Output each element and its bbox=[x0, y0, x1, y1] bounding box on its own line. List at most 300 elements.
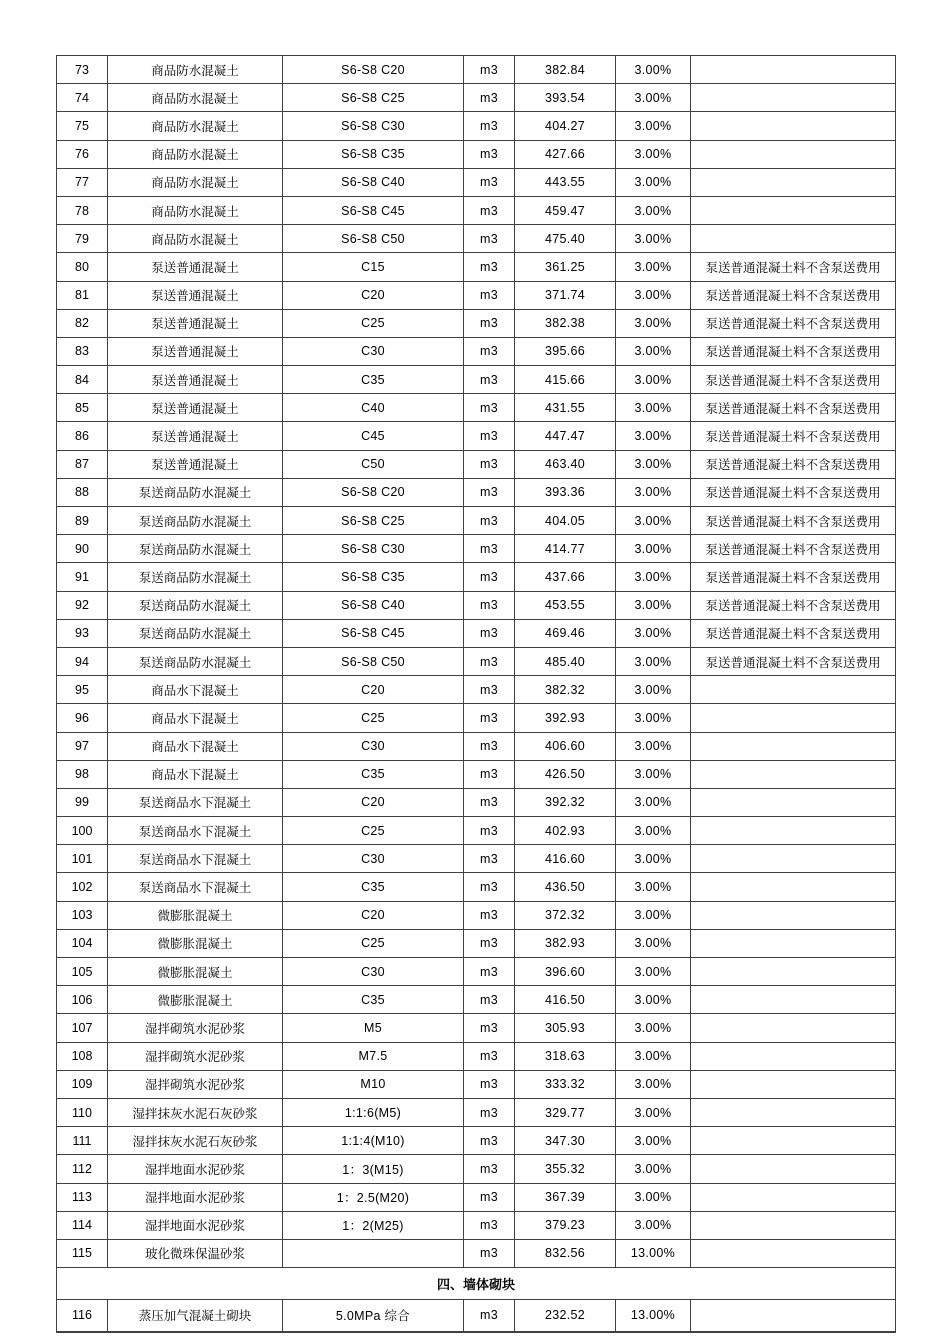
table-row bbox=[57, 704, 896, 732]
cell-spec: 5.0MPa 综合 bbox=[283, 1300, 464, 1332]
cell-name: 商品防水混凝土 bbox=[108, 56, 283, 84]
cell-name: 泵送普通混凝土 bbox=[108, 422, 283, 450]
cell-name: 泵送商品防水混凝土 bbox=[108, 507, 283, 535]
table-row bbox=[57, 1155, 896, 1183]
cell-tax: 3.00% bbox=[616, 309, 691, 337]
cell-note: 泵送普通混凝土料不含泵送费用 bbox=[691, 337, 896, 365]
cell-name: 商品水下混凝土 bbox=[108, 676, 283, 704]
table-row bbox=[57, 563, 896, 591]
cell-tax: 3.00% bbox=[616, 817, 691, 845]
table-row bbox=[57, 366, 896, 394]
cell-no: 111 bbox=[57, 1127, 108, 1155]
cell-tax: 3.00% bbox=[616, 450, 691, 478]
cell-name: 泵送普通混凝土 bbox=[108, 337, 283, 365]
cell-spec: C35 bbox=[283, 760, 464, 788]
cell-unit: m3 bbox=[464, 986, 515, 1014]
cell-spec: C35 bbox=[283, 873, 464, 901]
cell-spec: C30 bbox=[283, 958, 464, 986]
cell-tax: 3.00% bbox=[616, 591, 691, 619]
cell-tax: 3.00% bbox=[616, 225, 691, 253]
cell-price: 406.60 bbox=[515, 732, 616, 760]
cell-note bbox=[691, 140, 896, 168]
cell-no: 101 bbox=[57, 845, 108, 873]
cell-price: 447.47 bbox=[515, 422, 616, 450]
table-row bbox=[57, 788, 896, 816]
table-row bbox=[57, 1098, 896, 1126]
cell-spec: C25 bbox=[283, 817, 464, 845]
cell-unit: m3 bbox=[464, 140, 515, 168]
cell-tax: 3.00% bbox=[616, 1127, 691, 1155]
table-row bbox=[57, 817, 896, 845]
cell-tax: 3.00% bbox=[616, 958, 691, 986]
cell-tax: 3.00% bbox=[616, 788, 691, 816]
cell-name: 泵送商品防水混凝土 bbox=[108, 591, 283, 619]
cell-spec: C25 bbox=[283, 929, 464, 957]
cell-unit: m3 bbox=[464, 253, 515, 281]
cell-note bbox=[691, 56, 896, 84]
cell-name: 商品防水混凝土 bbox=[108, 140, 283, 168]
cell-no: 96 bbox=[57, 704, 108, 732]
cell-note: 泵送普通混凝土料不含泵送费用 bbox=[691, 422, 896, 450]
cell-spec: S6-S8 C45 bbox=[283, 196, 464, 224]
cell-tax: 3.00% bbox=[616, 56, 691, 84]
cell-unit: m3 bbox=[464, 676, 515, 704]
cell-spec: S6-S8 C35 bbox=[283, 563, 464, 591]
table-row bbox=[57, 676, 896, 704]
cell-no: 84 bbox=[57, 366, 108, 394]
table-row bbox=[57, 225, 896, 253]
cell-price: 414.77 bbox=[515, 535, 616, 563]
cell-name: 商品水下混凝土 bbox=[108, 732, 283, 760]
cell-spec: S6-S8 C50 bbox=[283, 647, 464, 675]
cell-price: 393.36 bbox=[515, 478, 616, 506]
cell-tax: 3.00% bbox=[616, 901, 691, 929]
cell-unit: m3 bbox=[464, 1183, 515, 1211]
cell-unit: m3 bbox=[464, 901, 515, 929]
table-row bbox=[57, 901, 896, 929]
cell-no: 103 bbox=[57, 901, 108, 929]
cell-no: 114 bbox=[57, 1211, 108, 1239]
cell-name: 微膨胀混凝土 bbox=[108, 901, 283, 929]
cell-price: 443.55 bbox=[515, 168, 616, 196]
cell-spec: S6-S8 C30 bbox=[283, 535, 464, 563]
cell-unit: m3 bbox=[464, 225, 515, 253]
cell-no: 91 bbox=[57, 563, 108, 591]
cell-note: 泵送普通混凝土料不含泵送费用 bbox=[691, 394, 896, 422]
cell-no: 93 bbox=[57, 619, 108, 647]
cell-unit: m3 bbox=[464, 1042, 515, 1070]
table-row bbox=[57, 1239, 896, 1267]
cell-tax: 3.00% bbox=[616, 929, 691, 957]
price-table-body bbox=[57, 56, 896, 1332]
cell-tax: 3.00% bbox=[616, 704, 691, 732]
cell-tax: 3.00% bbox=[616, 647, 691, 675]
cell-tax: 3.00% bbox=[616, 535, 691, 563]
cell-no: 110 bbox=[57, 1098, 108, 1126]
table-row bbox=[57, 1211, 896, 1239]
cell-unit: m3 bbox=[464, 647, 515, 675]
cell-price: 232.52 bbox=[515, 1300, 616, 1332]
cell-price: 402.93 bbox=[515, 817, 616, 845]
cell-name: 泵送商品防水混凝土 bbox=[108, 619, 283, 647]
cell-name: 微膨胀混凝土 bbox=[108, 958, 283, 986]
cell-spec: S6-S8 C35 bbox=[283, 140, 464, 168]
cell-name: 泵送商品防水混凝土 bbox=[108, 563, 283, 591]
cell-price: 372.32 bbox=[515, 901, 616, 929]
table-row bbox=[57, 56, 896, 84]
cell-spec: S6-S8 C25 bbox=[283, 84, 464, 112]
cell-name: 微膨胀混凝土 bbox=[108, 986, 283, 1014]
cell-no: 85 bbox=[57, 394, 108, 422]
cell-no: 92 bbox=[57, 591, 108, 619]
cell-note bbox=[691, 1014, 896, 1042]
cell-spec: C20 bbox=[283, 788, 464, 816]
cell-spec: S6-S8 C40 bbox=[283, 591, 464, 619]
table-row bbox=[57, 1014, 896, 1042]
cell-note bbox=[691, 760, 896, 788]
cell-spec: M5 bbox=[283, 1014, 464, 1042]
cell-note bbox=[691, 986, 896, 1014]
table-row bbox=[57, 84, 896, 112]
table-row bbox=[57, 450, 896, 478]
cell-price: 393.54 bbox=[515, 84, 616, 112]
cell-price: 395.66 bbox=[515, 337, 616, 365]
cell-note bbox=[691, 929, 896, 957]
cell-note bbox=[691, 676, 896, 704]
cell-note: 泵送普通混凝土料不含泵送费用 bbox=[691, 647, 896, 675]
cell-unit: m3 bbox=[464, 591, 515, 619]
cell-spec: C25 bbox=[283, 309, 464, 337]
cell-spec: C15 bbox=[283, 253, 464, 281]
cell-price: 436.50 bbox=[515, 873, 616, 901]
table-row bbox=[57, 647, 896, 675]
cell-price: 382.84 bbox=[515, 56, 616, 84]
cell-note bbox=[691, 196, 896, 224]
cell-price: 329.77 bbox=[515, 1098, 616, 1126]
cell-note: 泵送普通混凝土料不含泵送费用 bbox=[691, 253, 896, 281]
cell-no: 76 bbox=[57, 140, 108, 168]
cell-note bbox=[691, 1070, 896, 1098]
table-row bbox=[57, 760, 896, 788]
cell-tax: 3.00% bbox=[616, 168, 691, 196]
cell-no: 82 bbox=[57, 309, 108, 337]
cell-name: 湿拌砌筑水泥砂浆 bbox=[108, 1042, 283, 1070]
cell-no: 102 bbox=[57, 873, 108, 901]
cell-name: 泵送普通混凝土 bbox=[108, 450, 283, 478]
cell-unit: m3 bbox=[464, 309, 515, 337]
cell-name: 泵送商品水下混凝土 bbox=[108, 788, 283, 816]
price-table bbox=[56, 55, 896, 1333]
table-row bbox=[57, 422, 896, 450]
cell-no: 81 bbox=[57, 281, 108, 309]
cell-spec: C45 bbox=[283, 422, 464, 450]
cell-name: 湿拌砌筑水泥砂浆 bbox=[108, 1070, 283, 1098]
cell-tax: 13.00% bbox=[616, 1239, 691, 1267]
cell-spec: C20 bbox=[283, 676, 464, 704]
cell-note: 泵送普通混凝土料不含泵送费用 bbox=[691, 366, 896, 394]
table-row bbox=[57, 986, 896, 1014]
cell-no: 79 bbox=[57, 225, 108, 253]
table-row bbox=[57, 591, 896, 619]
cell-note: 泵送普通混凝土料不含泵送费用 bbox=[691, 309, 896, 337]
cell-price: 382.93 bbox=[515, 929, 616, 957]
cell-no: 88 bbox=[57, 478, 108, 506]
cell-name: 泵送商品水下混凝土 bbox=[108, 845, 283, 873]
cell-name: 泵送商品水下混凝土 bbox=[108, 873, 283, 901]
cell-price: 459.47 bbox=[515, 196, 616, 224]
table-row bbox=[57, 140, 896, 168]
cell-name: 泵送普通混凝土 bbox=[108, 366, 283, 394]
table-row bbox=[57, 929, 896, 957]
cell-spec: C30 bbox=[283, 732, 464, 760]
cell-note bbox=[691, 1127, 896, 1155]
cell-spec: C20 bbox=[283, 901, 464, 929]
cell-name: 蒸压加气混凝土砌块 bbox=[108, 1300, 283, 1332]
cell-no: 100 bbox=[57, 817, 108, 845]
cell-name: 商品水下混凝土 bbox=[108, 704, 283, 732]
cell-note bbox=[691, 958, 896, 986]
cell-name: 湿拌砌筑水泥砂浆 bbox=[108, 1014, 283, 1042]
cell-no: 83 bbox=[57, 337, 108, 365]
cell-unit: m3 bbox=[464, 450, 515, 478]
cell-price: 416.50 bbox=[515, 986, 616, 1014]
cell-tax: 3.00% bbox=[616, 732, 691, 760]
cell-no: 74 bbox=[57, 84, 108, 112]
cell-price: 382.38 bbox=[515, 309, 616, 337]
cell-no: 77 bbox=[57, 168, 108, 196]
section-header-row bbox=[57, 1268, 896, 1300]
cell-spec: S6-S8 C20 bbox=[283, 56, 464, 84]
cell-spec: 1:1:6(M5) bbox=[283, 1098, 464, 1126]
table-row bbox=[57, 845, 896, 873]
cell-unit: m3 bbox=[464, 112, 515, 140]
cell-tax: 3.00% bbox=[616, 873, 691, 901]
cell-price: 392.93 bbox=[515, 704, 616, 732]
cell-name: 泵送普通混凝土 bbox=[108, 253, 283, 281]
cell-unit: m3 bbox=[464, 281, 515, 309]
cell-spec: 1：3(M15) bbox=[283, 1155, 464, 1183]
cell-price: 404.27 bbox=[515, 112, 616, 140]
cell-note bbox=[691, 704, 896, 732]
cell-no: 116 bbox=[57, 1300, 108, 1332]
cell-note bbox=[691, 225, 896, 253]
cell-no: 113 bbox=[57, 1183, 108, 1211]
cell-spec: M7.5 bbox=[283, 1042, 464, 1070]
cell-spec: C35 bbox=[283, 366, 464, 394]
cell-note: 泵送普通混凝土料不含泵送费用 bbox=[691, 535, 896, 563]
cell-tax: 3.00% bbox=[616, 1042, 691, 1070]
cell-tax: 3.00% bbox=[616, 563, 691, 591]
cell-note bbox=[691, 901, 896, 929]
cell-spec: S6-S8 C30 bbox=[283, 112, 464, 140]
cell-spec: C25 bbox=[283, 704, 464, 732]
table-row bbox=[57, 535, 896, 563]
cell-name: 商品防水混凝土 bbox=[108, 196, 283, 224]
cell-unit: m3 bbox=[464, 366, 515, 394]
cell-spec: S6-S8 C50 bbox=[283, 225, 464, 253]
cell-no: 95 bbox=[57, 676, 108, 704]
table-row bbox=[57, 1183, 896, 1211]
table-row bbox=[57, 873, 896, 901]
cell-price: 361.25 bbox=[515, 253, 616, 281]
table-row bbox=[57, 732, 896, 760]
cell-price: 305.93 bbox=[515, 1014, 616, 1042]
cell-spec bbox=[283, 1239, 464, 1267]
cell-unit: m3 bbox=[464, 84, 515, 112]
cell-name: 微膨胀混凝土 bbox=[108, 929, 283, 957]
cell-note bbox=[691, 1098, 896, 1126]
cell-no: 99 bbox=[57, 788, 108, 816]
cell-spec: S6-S8 C20 bbox=[283, 478, 464, 506]
cell-note bbox=[691, 112, 896, 140]
cell-spec: 1:1:4(M10) bbox=[283, 1127, 464, 1155]
cell-no: 106 bbox=[57, 986, 108, 1014]
cell-price: 463.40 bbox=[515, 450, 616, 478]
table-row bbox=[57, 394, 896, 422]
cell-unit: m3 bbox=[464, 1070, 515, 1098]
cell-tax: 3.00% bbox=[616, 366, 691, 394]
table-row bbox=[57, 1127, 896, 1155]
cell-unit: m3 bbox=[464, 788, 515, 816]
cell-price: 426.50 bbox=[515, 760, 616, 788]
cell-name: 湿拌抹灰水泥石灰砂浆 bbox=[108, 1098, 283, 1126]
table-row bbox=[57, 168, 896, 196]
cell-unit: m3 bbox=[464, 563, 515, 591]
cell-spec: C40 bbox=[283, 394, 464, 422]
cell-no: 108 bbox=[57, 1042, 108, 1070]
cell-note bbox=[691, 1042, 896, 1070]
cell-note bbox=[691, 168, 896, 196]
cell-name: 湿拌地面水泥砂浆 bbox=[108, 1183, 283, 1211]
table-row bbox=[57, 309, 896, 337]
cell-price: 396.60 bbox=[515, 958, 616, 986]
cell-spec: C35 bbox=[283, 986, 464, 1014]
cell-name: 湿拌抹灰水泥石灰砂浆 bbox=[108, 1127, 283, 1155]
cell-tax: 3.00% bbox=[616, 507, 691, 535]
cell-tax: 3.00% bbox=[616, 281, 691, 309]
cell-note bbox=[691, 1239, 896, 1267]
cell-unit: m3 bbox=[464, 845, 515, 873]
cell-tax: 3.00% bbox=[616, 196, 691, 224]
cell-unit: m3 bbox=[464, 422, 515, 450]
cell-note bbox=[691, 788, 896, 816]
cell-note bbox=[691, 817, 896, 845]
cell-spec: 1：2.5(M20) bbox=[283, 1183, 464, 1211]
cell-no: 112 bbox=[57, 1155, 108, 1183]
cell-unit: m3 bbox=[464, 1155, 515, 1183]
table-row bbox=[57, 337, 896, 365]
cell-note: 泵送普通混凝土料不含泵送费用 bbox=[691, 507, 896, 535]
cell-tax: 3.00% bbox=[616, 112, 691, 140]
cell-tax: 3.00% bbox=[616, 619, 691, 647]
cell-unit: m3 bbox=[464, 1127, 515, 1155]
cell-name: 湿拌地面水泥砂浆 bbox=[108, 1155, 283, 1183]
cell-note: 泵送普通混凝土料不含泵送费用 bbox=[691, 563, 896, 591]
cell-no: 115 bbox=[57, 1239, 108, 1267]
cell-unit: m3 bbox=[464, 1211, 515, 1239]
cell-spec: S6-S8 C40 bbox=[283, 168, 464, 196]
cell-price: 367.39 bbox=[515, 1183, 616, 1211]
cell-spec: C30 bbox=[283, 845, 464, 873]
cell-name: 商品水下混凝土 bbox=[108, 760, 283, 788]
cell-name: 泵送商品防水混凝土 bbox=[108, 535, 283, 563]
cell-price: 431.55 bbox=[515, 394, 616, 422]
cell-spec: S6-S8 C45 bbox=[283, 619, 464, 647]
cell-unit: m3 bbox=[464, 1014, 515, 1042]
cell-no: 87 bbox=[57, 450, 108, 478]
table-row bbox=[57, 112, 896, 140]
cell-unit: m3 bbox=[464, 507, 515, 535]
cell-unit: m3 bbox=[464, 196, 515, 224]
cell-no: 80 bbox=[57, 253, 108, 281]
cell-price: 347.30 bbox=[515, 1127, 616, 1155]
cell-no: 73 bbox=[57, 56, 108, 84]
table-row bbox=[57, 196, 896, 224]
cell-tax: 3.00% bbox=[616, 140, 691, 168]
cell-tax: 3.00% bbox=[616, 1183, 691, 1211]
cell-spec: C20 bbox=[283, 281, 464, 309]
cell-price: 333.32 bbox=[515, 1070, 616, 1098]
cell-price: 382.32 bbox=[515, 676, 616, 704]
cell-unit: m3 bbox=[464, 929, 515, 957]
table-row bbox=[57, 478, 896, 506]
cell-tax: 3.00% bbox=[616, 394, 691, 422]
cell-unit: m3 bbox=[464, 958, 515, 986]
cell-tax: 3.00% bbox=[616, 1098, 691, 1126]
table-row bbox=[57, 1042, 896, 1070]
cell-note bbox=[691, 873, 896, 901]
cell-name: 玻化微珠保温砂浆 bbox=[108, 1239, 283, 1267]
table-row bbox=[57, 281, 896, 309]
cell-price: 318.63 bbox=[515, 1042, 616, 1070]
cell-note bbox=[691, 1211, 896, 1239]
table-row bbox=[57, 619, 896, 647]
table-row bbox=[57, 1070, 896, 1098]
cell-tax: 3.00% bbox=[616, 337, 691, 365]
cell-tax: 3.00% bbox=[616, 84, 691, 112]
cell-tax: 3.00% bbox=[616, 1014, 691, 1042]
cell-tax: 3.00% bbox=[616, 478, 691, 506]
cell-price: 475.40 bbox=[515, 225, 616, 253]
cell-no: 86 bbox=[57, 422, 108, 450]
cell-unit: m3 bbox=[464, 337, 515, 365]
cell-unit: m3 bbox=[464, 1098, 515, 1126]
cell-tax: 3.00% bbox=[616, 1211, 691, 1239]
cell-unit: m3 bbox=[464, 619, 515, 647]
table-row bbox=[57, 958, 896, 986]
cell-name: 泵送商品防水混凝土 bbox=[108, 478, 283, 506]
cell-unit: m3 bbox=[464, 478, 515, 506]
cell-unit: m3 bbox=[464, 817, 515, 845]
cell-tax: 3.00% bbox=[616, 253, 691, 281]
cell-tax: 3.00% bbox=[616, 845, 691, 873]
cell-tax: 3.00% bbox=[616, 1070, 691, 1098]
cell-note bbox=[691, 1155, 896, 1183]
table-row bbox=[57, 1300, 896, 1332]
cell-price: 832.56 bbox=[515, 1239, 616, 1267]
cell-name: 湿拌地面水泥砂浆 bbox=[108, 1211, 283, 1239]
cell-spec: C30 bbox=[283, 337, 464, 365]
cell-tax: 13.00% bbox=[616, 1300, 691, 1332]
cell-price: 437.66 bbox=[515, 563, 616, 591]
section-header-label: 四、墙体砌块 bbox=[57, 1268, 896, 1300]
cell-price: 371.74 bbox=[515, 281, 616, 309]
cell-note: 泵送普通混凝土料不含泵送费用 bbox=[691, 450, 896, 478]
cell-price: 427.66 bbox=[515, 140, 616, 168]
cell-price: 415.66 bbox=[515, 366, 616, 394]
cell-note: 泵送普通混凝土料不含泵送费用 bbox=[691, 591, 896, 619]
cell-no: 97 bbox=[57, 732, 108, 760]
